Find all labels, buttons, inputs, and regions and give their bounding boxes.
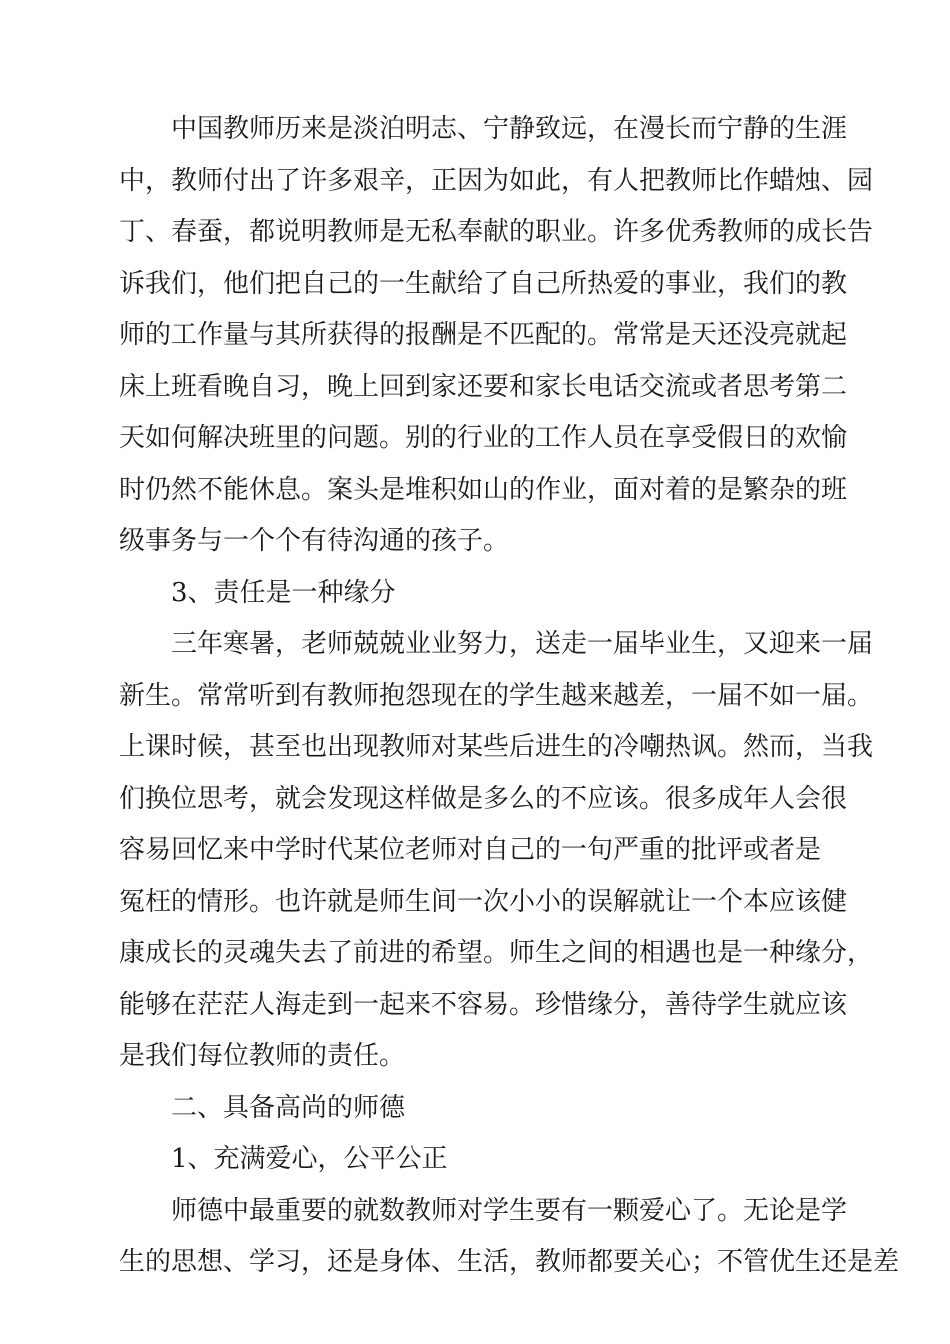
paragraph-line: 师的工作量与其所获得的报酬是不匹配的。常常是天还没亮就起 [119, 320, 848, 350]
body-text [119, 104, 900, 1289]
paragraph-line: 三年寒暑，老师兢兢业业努力，送走一届毕业生，又迎来一届 [171, 629, 874, 659]
paragraph-line: 天如何解决班里的问题。别的行业的工作人员在享受假日的欢愉 [119, 423, 848, 453]
section-heading: 3、责任是一种缘分 [171, 577, 396, 608]
paragraph-line: 丁、春蚕，都说明教师是无私奉献的职业。许多优秀教师的成长告 [119, 217, 874, 247]
paragraph-line: 们换位思考，就会发现这样做是多么的不应该。很多成年人会很 [119, 783, 848, 814]
paragraph-line: 是我们每位教师的责任。 [119, 1041, 406, 1071]
paragraph-line: 冤枉的情形。也许就是师生间一次小小的误解就让一个本应该健 [119, 886, 848, 917]
paragraph-line: 新生。常常听到有教师抱怨现在的学生越来越差，一届不如一届。 [119, 680, 874, 711]
paragraph-line: 生的思想、学习，还是身体、生活，教师都要关心；不管优生还是差 [119, 1247, 900, 1277]
subsection-heading: 1、充满爱心，公平公正 [171, 1144, 448, 1174]
paragraph-line: 中国教师历来是淡泊明志、宁静致远，在漫长而宁静的生涯 [171, 114, 848, 144]
paragraph-line: 康成长的灵魂失去了前进的希望。师生之间的相遇也是一种缘分， [119, 938, 874, 968]
paragraph-line: 床上班看晚自习，晚上回到家还要和家长电话交流或者思考第二 [119, 371, 848, 402]
paragraph-line: 容易回忆来中学时代某位老师对自己的一句严重的批评或者是 [119, 835, 822, 865]
paragraph-line: 上课时候，甚至也出现教师对某些后进生的冷嘲热讽。然而，当我 [119, 732, 874, 762]
paragraph-line: 中，教师付出了许多艰辛，正因为如此，有人把教师比作蜡烛、园 [119, 165, 874, 196]
paragraph-line: 诉我们，他们把自己的一生献给了自己所热爱的事业，我们的教 [119, 268, 848, 299]
section-heading: 二、具备高尚的师德 [171, 1092, 406, 1123]
paragraph-line: 能够在茫茫人海走到一起来不容易。珍惜缘分，善待学生就应该 [119, 989, 848, 1020]
paragraph-line: 时仍然不能休息。案头是堆积如山的作业，面对着的是繁杂的班 [119, 474, 848, 505]
paragraph-line: 级事务与一个个有待沟通的孩子。 [119, 526, 510, 556]
paragraph-line: 师德中最重要的就数教师对学生要有一颗爱心了。无论是学 [171, 1195, 848, 1226]
